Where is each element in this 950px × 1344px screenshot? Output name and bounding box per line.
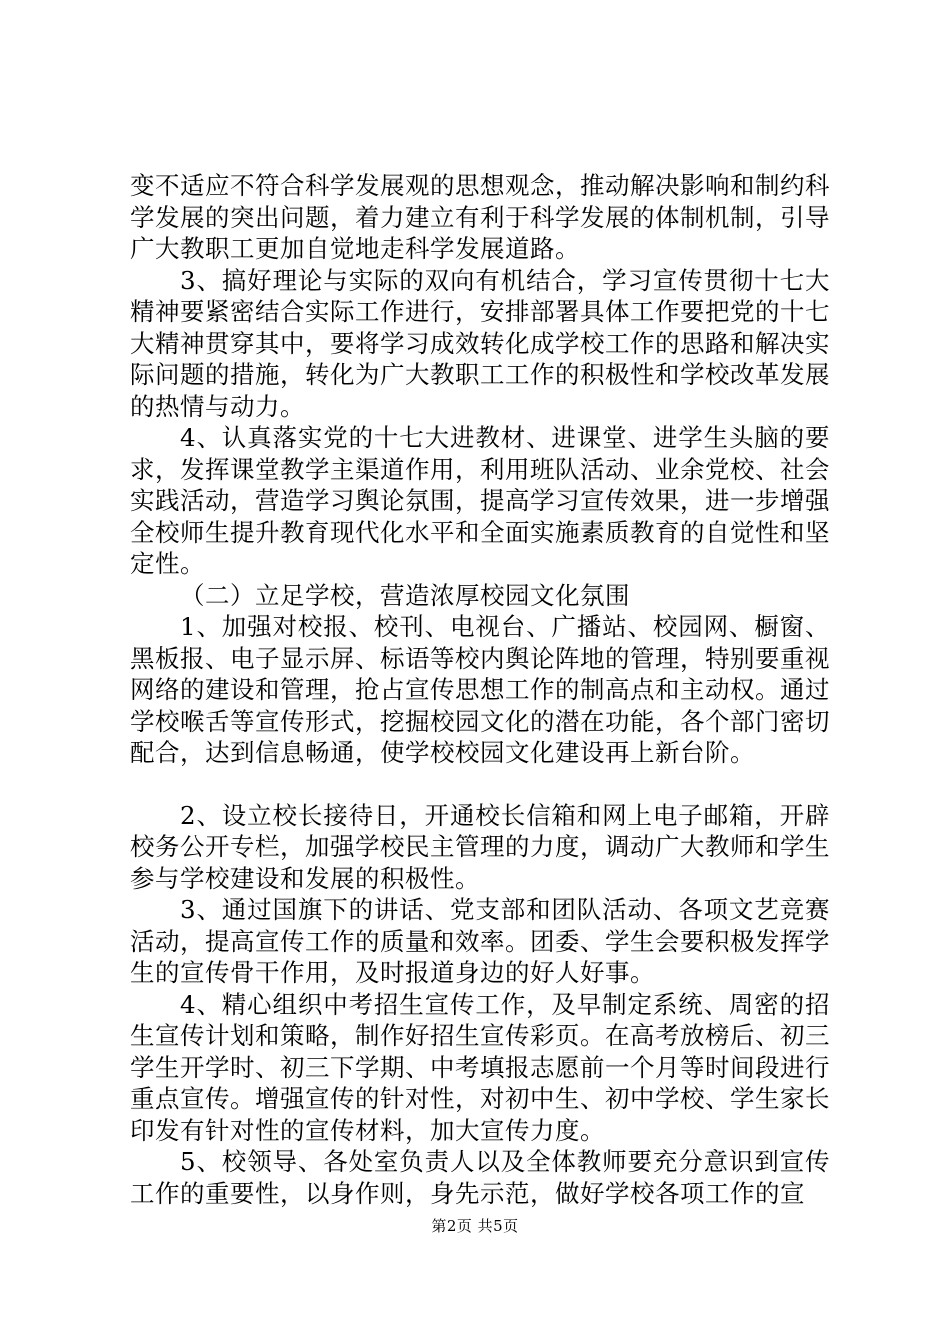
paragraph-item-1-media: 1、加强对校报、校刊、电视台、广播站、校园网、橱窗、黑板报、电子显示屏、标语等校内舆论阵地的管理，特别要重视网络的建设和管理，抢占宣传思想工作的制高点和主动权。通过学校喉舌等宣传形式，挖掘校园文化的潜在功能，各个部门密切配合，达到信息畅通，使学校校园文化建设再上新台阶。	[130, 612, 830, 767]
paragraph-item-3-activities: 3、通过国旗下的讲话、党支部和团队活动、各项文艺竞赛活动，提高宣传工作的质量和效率。团委、学生会要积极发挥学生的宣传骨干作用，及时报道身边的好人好事。	[130, 895, 830, 987]
paragraph-item-3-theory-practice: 3、搞好理论与实际的双向有机结合，学习宣传贯彻十七大精神要紧密结合实际工作进行，安排部署具体工作要把党的十七大精神贯穿其中，要将学习成效转化成学校工作的思路和解决实际问题的措施，转化为广大教职工工作的积极性和学校改革发展的热情与动力。	[130, 265, 830, 421]
document-body	[130, 170, 830, 1209]
paragraph-continuation: 变不适应不符合科学发展观的思想观念，推动解决影响和制约科学发展的突出问题，着力建立有利于科学发展的体制机制，引导广大教职工更加自觉地走科学发展道路。	[130, 171, 830, 263]
section-heading: （二）立足学校，营造浓厚校园文化氛围	[180, 580, 630, 610]
paragraph-item-5-leadership: 5、校领导、各处室负责人以及全体教师要充分意识到宣传工作的重要性，以身作则，身先示范，做好学校各项工作的宣	[130, 1147, 830, 1208]
paragraph-item-4-admissions: 4、精心组织中考招生宣传工作，及早制定系统、周密的招生宣传计划和策略，制作好招生宣传彩页。在高考放榜后、初三学生开学时、初三下学期、中考填报志愿前一个月等时间段进行重点宣传。增强宣传的针对性，对初中生、初中学校、学生家长印发有针对性的宣传材料，加大宣传力度。	[130, 989, 830, 1145]
page-number-footer: 第2页 共5页	[431, 1217, 519, 1235]
paragraph-item-2-principal: 2、设立校长接待日，开通校长信箱和网上电子邮箱，开辟校务公开专栏，加强学校民主管理的力度，调动广大教师和学生参与学校建设和发展的积极性。	[130, 800, 830, 893]
paragraph-item-4-classroom: 4、认真落实党的十七大进教材、进课堂、进学生头脑的要求，发挥课堂教学主渠道作用，利用班队活动、业余党校、社会实践活动，营造学习舆论氛围，提高学习宣传效果，进一步增强全校师生提升教育现代化水平和全面实施素质教育的自觉性和坚定性。	[130, 423, 830, 578]
